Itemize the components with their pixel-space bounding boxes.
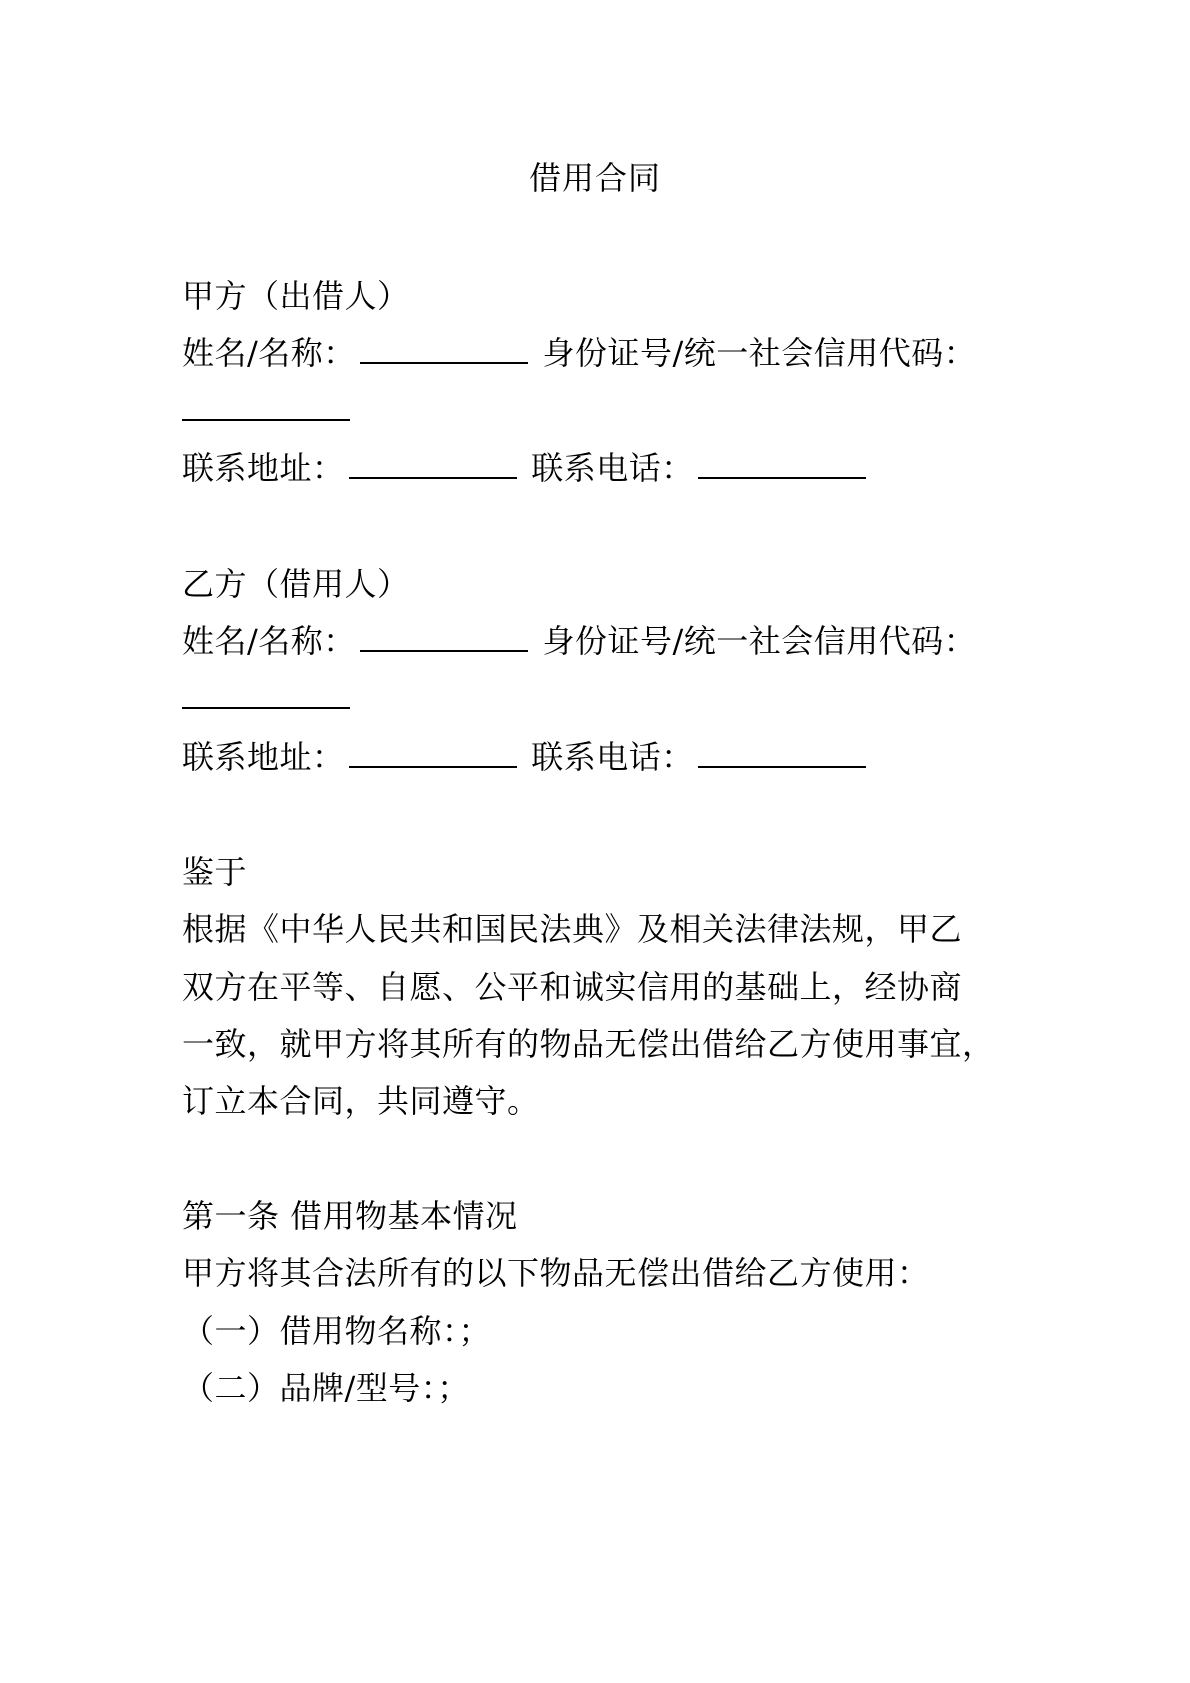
party-b-phone-label: 联系电话：	[531, 738, 694, 776]
article-1-intro: 甲方将其合法所有的以下物品无偿出借给乙方使用：	[182, 1254, 930, 1292]
party-b-id-row	[182, 678, 354, 718]
party-a-id-label: 身份证号/统一社会信用代码：	[542, 334, 977, 372]
party-a-address-label: 联系地址：	[182, 449, 345, 487]
party-b-address-label: 联系地址：	[182, 738, 345, 776]
party-b-id-label: 身份证号/统一社会信用代码：	[542, 622, 977, 660]
party-a-heading: 甲方（出借人）	[182, 277, 410, 315]
article-1-item: （二）品牌/型号：；	[182, 1369, 470, 1407]
party-b-phone-blank	[698, 738, 866, 768]
whereas-line: 一致，就甲方将其所有的物品无偿出借给乙方使用事宜，	[182, 1025, 995, 1063]
whereas-line: 根据《中华人民共和国民法典》及相关法律法规，甲乙	[182, 910, 963, 948]
party-b-heading: 乙方（借用人）	[182, 565, 410, 603]
party-b-id-blank	[182, 679, 350, 709]
party-b-name-row	[182, 621, 976, 661]
party-a-name-label: 姓名/名称：	[182, 334, 356, 372]
party-a-id-blank	[182, 391, 350, 421]
whereas-heading: 鉴于	[182, 853, 248, 891]
whereas-line: 订立本合同，共同遵守。	[182, 1082, 540, 1120]
party-a-name-blank	[360, 334, 528, 364]
document-title: 借用合同	[528, 159, 661, 197]
party-a-phone-label: 联系电话：	[531, 449, 694, 487]
party-b-contact-row	[182, 737, 870, 777]
party-a-contact-row	[182, 448, 870, 488]
party-a-id-row	[182, 390, 354, 430]
party-a-name-row	[182, 333, 976, 373]
whereas-line: 双方在平等、自愿、公平和诚实信用的基础上，经协商	[182, 968, 963, 1006]
party-b-name-label: 姓名/名称：	[182, 622, 356, 660]
party-b-address-blank	[349, 738, 517, 768]
article-1-heading: 第一条 借用物基本情况	[182, 1197, 518, 1235]
party-a-phone-blank	[698, 449, 866, 479]
article-1-item: （一）借用物名称：；	[182, 1312, 492, 1350]
party-b-name-blank	[360, 622, 528, 652]
party-a-address-blank	[349, 449, 517, 479]
